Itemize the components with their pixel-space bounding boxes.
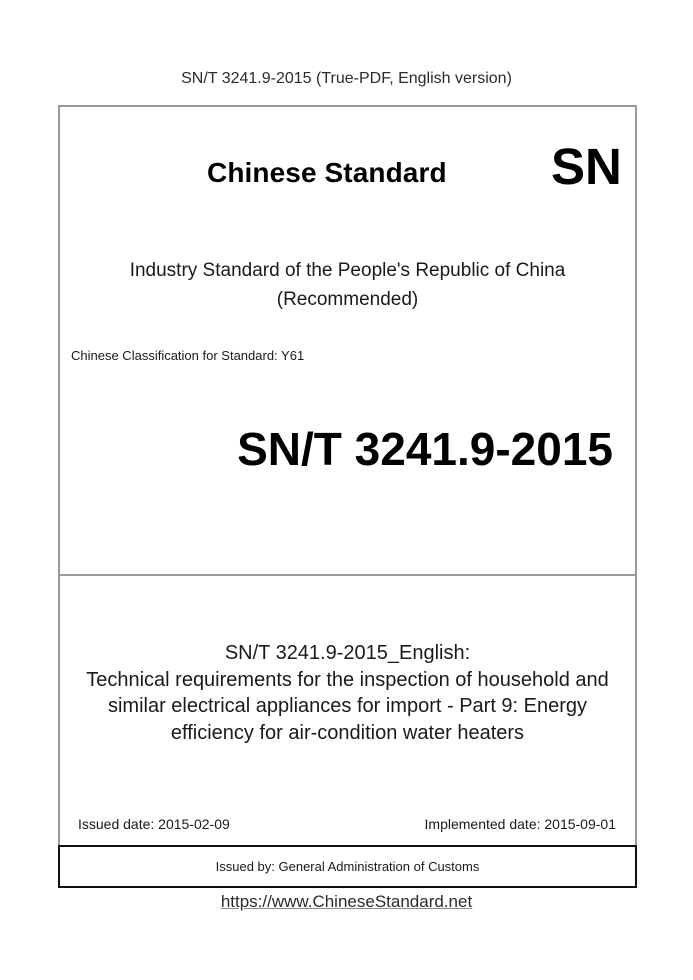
implemented-date: Implemented date: 2015-09-01 xyxy=(424,816,616,832)
document-title xyxy=(62,640,633,746)
brand-code-logo: SN xyxy=(551,138,622,195)
cover-divider xyxy=(58,574,637,576)
classification-label: Chinese Classification for Standard: Y61 xyxy=(71,348,305,363)
standard-number: SN/T 3241.9-2015 xyxy=(237,423,613,475)
title-line-4: efficiency for air-condition water heaters xyxy=(170,721,525,744)
issuer-box xyxy=(58,845,637,888)
industry-standard-label xyxy=(60,256,635,314)
issued-date: Issued date: 2015-02-09 xyxy=(78,816,230,832)
document-header: SN/T 3241.9-2015 (True-PDF, English version) xyxy=(181,70,512,87)
issuer-text: Issued by: General Administration of Customs xyxy=(215,859,480,874)
title-line-3: similar electrical appliances for import - Part 9: Energy xyxy=(107,695,588,717)
title-line-1: SN/T 3241.9-2015_English: xyxy=(224,642,471,664)
title-line-2: Technical requirements for the inspection of household and xyxy=(86,668,609,691)
brand-title: Chinese Standard xyxy=(207,157,447,188)
industry-line-2: (Recommended) xyxy=(276,289,419,310)
website-link[interactable]: https://www.ChineseStandard.net xyxy=(220,892,473,911)
industry-line-1: Industry Standard of the People's Republic of China xyxy=(129,260,566,281)
